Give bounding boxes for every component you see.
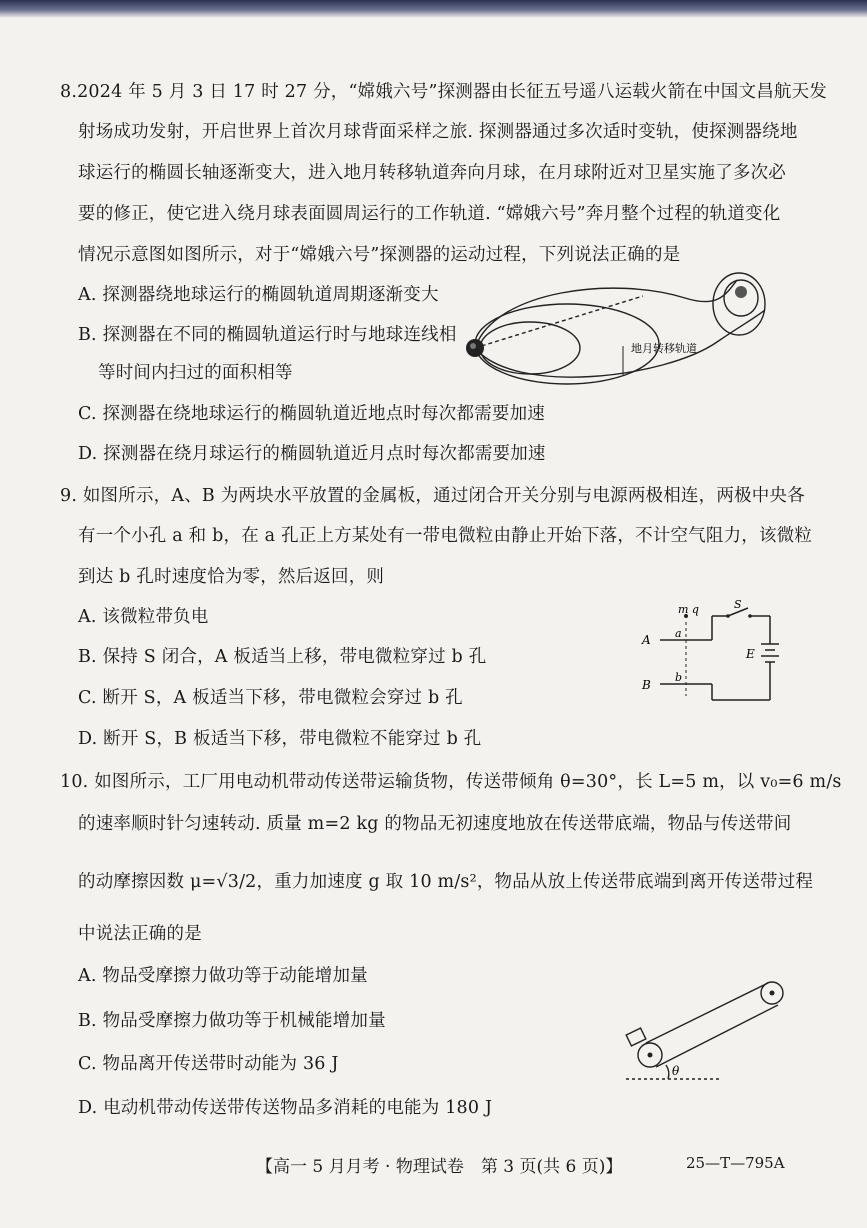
belt-upper	[646, 983, 768, 1043]
q8-stem-line-3: 球运行的椭圆长轴逐渐变大，进入地月转移轨道奔向月球，在月球附近对卫星实施了多次必	[78, 163, 786, 183]
q9-stem-line-2: 有一个小孔 a 和 b，在 a 孔正上方某处有一带电微粒由静止开始下落，不计空气阻力，该微粒	[78, 526, 813, 546]
q10-stem-line-2: 的速率顺时针匀速转动. 质量 m=2 kg 的物品无初速度地放在传送带底端，物品与传送带间	[78, 814, 792, 834]
emf-label: E	[746, 647, 755, 661]
q8-option-b: B. 探测器在不同的椭圆轨道运行时与地球连线相	[78, 325, 457, 345]
transfer-orbit-lower	[475, 310, 765, 377]
switch-contact-right	[748, 614, 752, 618]
q8-option-c: C. 探测器在绕地球运行的椭圆轨道近地点时每次都需要加速	[78, 404, 545, 424]
q8-option-a: A. 探测器绕地球运行的椭圆轨道周期逐渐变大	[78, 285, 439, 305]
angle-arc	[666, 1065, 669, 1079]
earth-highlight	[470, 343, 476, 349]
q10-option-a: A. 物品受摩擦力做功等于动能增加量	[78, 966, 368, 986]
hole-b-label: b	[675, 671, 683, 684]
q9-option-c: C. 断开 S，A 板适当下移，带电微粒会穿过 b 孔	[78, 688, 463, 708]
switch-contact-left	[726, 614, 730, 618]
q8-stem-line-1: 8.2024 年 5 月 3 日 17 时 27 分，“嫦娥六号”探测器由长征五号遥八运载火箭在中国文昌航天发	[60, 82, 827, 102]
q8-stem-line-2: 射场成功发射，开启世界上首次月球背面采样之旅. 探测器通过多次适时变轨，使探测器绕地	[78, 122, 798, 142]
q10-option-d: D. 电动机带动传送带传送物品多消耗的电能为 180 J	[78, 1098, 493, 1118]
q9-stem-line-3: 到达 b 孔时速度恰为零，然后返回，则	[78, 567, 385, 587]
switch-label: S	[734, 600, 742, 611]
q10-stem-line-4: 中说法正确的是	[78, 924, 202, 944]
bottom-pulley-axle	[648, 1053, 653, 1058]
cargo-item	[626, 1028, 646, 1046]
hole-a-label: a	[675, 627, 682, 640]
q9-option-d: D. 断开 S，B 板适当下移，带电微粒不能穿过 b 孔	[78, 729, 482, 749]
q8-option-d: D. 探测器在绕月球运行的椭圆轨道近月点时每次都需要加速	[78, 444, 546, 464]
moon-icon	[735, 286, 747, 298]
plate-b-label: B	[642, 678, 651, 692]
inner-orbit	[480, 322, 580, 374]
q10-option-c: C. 物品离开传送带时动能为 36 J	[78, 1054, 339, 1074]
q9-option-a: A. 该微粒带负电	[78, 607, 209, 627]
belt-lower	[656, 1005, 778, 1067]
plate-a-label: A	[642, 633, 651, 647]
theta-label: θ	[672, 1064, 680, 1078]
q8-option-b-cont: 等时间内扫过的面积相等	[98, 363, 293, 383]
q8-stem-line-4: 要的修正，使它进入绕月球表面圆周运行的工作轨道. “嫦娥六号”奔月整个过程的轨道变化	[78, 204, 781, 224]
transfer-orbit-upper	[475, 280, 737, 348]
q9-option-b: B. 保持 S 闭合，A 板适当上移，带电微粒穿过 b 孔	[78, 647, 487, 667]
particle-label: m q	[678, 603, 699, 616]
orbit-diagram	[455, 268, 785, 393]
transfer-orbit-label: 地月转移轨道	[631, 343, 697, 355]
conveyor-belt-diagram	[620, 975, 790, 1090]
top-pulley-axle	[770, 991, 775, 996]
capacitor-circuit-diagram	[630, 600, 790, 710]
q8-stem-line-5: 情况示意图如图所示，对于“嫦娥六号”探测器的运动过程，下列说法正确的是	[78, 245, 681, 265]
q10-option-b: B. 物品受摩擦力做功等于机械能增加量	[78, 1011, 386, 1031]
q10-stem-line-1: 10. 如图所示，工厂用电动机带动传送带运输货物，传送带倾角 θ=30°，长 L=5 m，以 v₀=6 m/s	[60, 772, 842, 792]
q10-stem-line-3: 的动摩擦因数 μ=√3/2，重力加速度 g 取 10 m/s²，物品从放上传送带底端到离开传送带过程	[78, 872, 814, 892]
scan-top-edge	[0, 0, 867, 18]
q9-stem-line-1: 9. 如图所示，A、B 为两块水平放置的金属板，通过闭合开关分别与电源两极相连，两极中央各	[60, 486, 805, 506]
footer-title: 【高一 5 月月考 · 物理试卷 第 3 页(共 6 页)】	[256, 1157, 623, 1177]
exam-code: 25—T—795A	[686, 1154, 785, 1172]
